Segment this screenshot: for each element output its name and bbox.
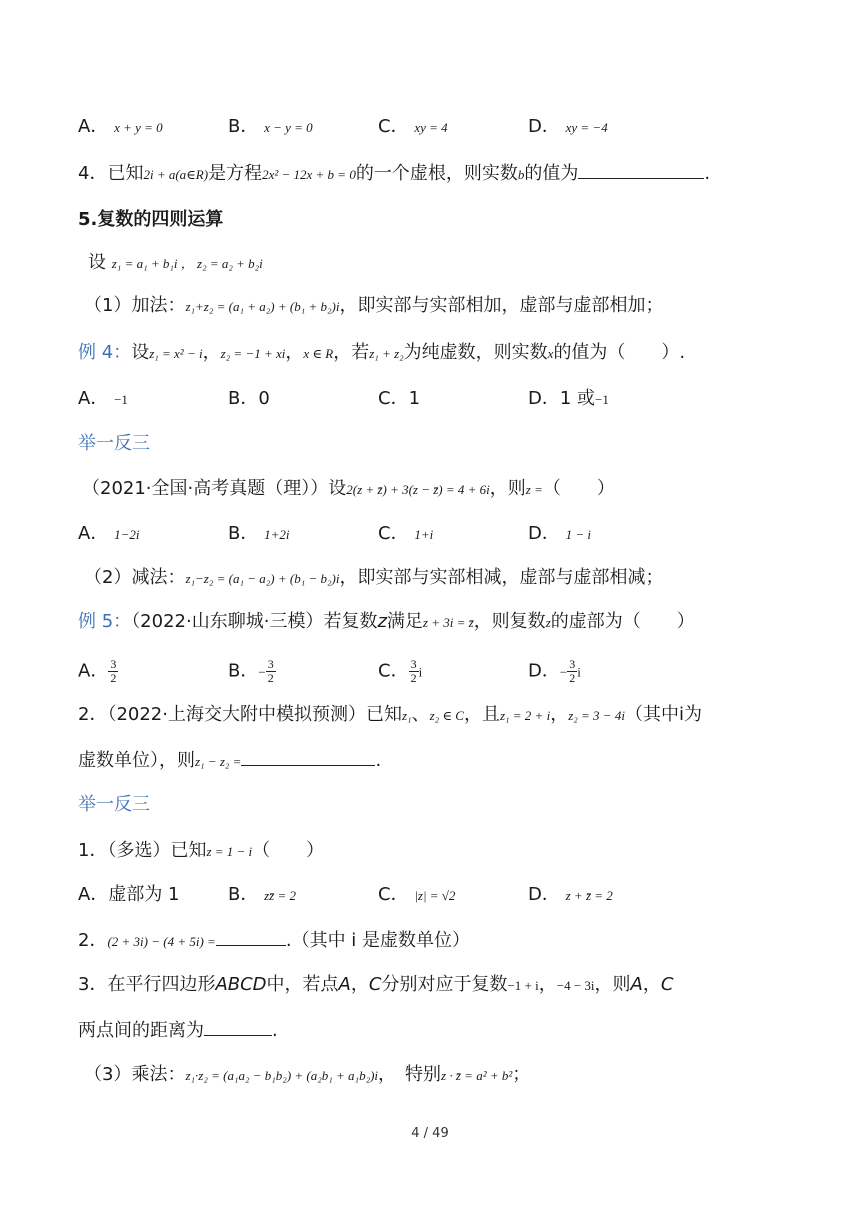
example-4: 例 4：设z₁ = x² − i，z₂ = −1 + xi，x ∈ R，若z₁ + z₂为纯虚数，则实数x的值为（ ）.	[78, 342, 686, 363]
multiplication-rule: （3）乘法：z₁·z₂ = (a₁a₂ − b₁b₂) + (a₂b₁ + a₁b₂)i， 特别z · z̄ = a² + b²；	[84, 1064, 531, 1085]
question-4: 4．已知2i + a(a∈R)是方程2x² − 12x + b = 0的一个虚根，则实数b的值为 .	[78, 160, 790, 188]
example-5-options	[78, 654, 790, 688]
option-b: B． 1+2i	[228, 523, 290, 544]
setup-line: 设 z₁ = a₁ + b₁i ， z₂ = a₂ + b₂i	[88, 252, 263, 273]
answer-blank	[216, 927, 286, 946]
answer-blank	[578, 160, 704, 179]
option-d: D．− $\frac{3}{2}$ i	[528, 657, 581, 685]
page-number: 4 / 49	[411, 1126, 449, 1141]
option-b: B．0	[228, 388, 270, 409]
option-a: A． 1−2i	[78, 523, 140, 544]
practice-heading: 举一反三	[78, 433, 150, 454]
addition-rule: （1）加法：z₁+z₂ = (a₁ + a₂) + (b₁ + b₂)i，即实部与实部相加，虚部与虚部相加；	[84, 295, 664, 316]
question-2-line2: 虚数单位），则z₁ − z₂ = .	[78, 747, 790, 775]
example-5: 例 5：（2022·山东聊城·三模）若复数z满足z + 3i = z̄，则复数z的虚部为（ ）	[78, 611, 695, 632]
option-d: D． xy = −4	[528, 116, 608, 137]
option-a: A．虚部为 1	[78, 884, 180, 905]
option-a: A． x + y = 0	[78, 116, 163, 137]
option-b: B．− $\frac{3}{2}$	[228, 657, 274, 685]
option-a: A． −1	[78, 388, 128, 409]
option-c: C．1	[378, 388, 421, 409]
practice-heading-2: 举一反三	[78, 794, 150, 815]
section-title: 5.复数的四则运算	[78, 209, 224, 230]
option-c: C． xy = 4	[378, 116, 448, 137]
problem-2021: （2021·全国·高考真题（理））设2(z + z̄) + 3(z − z̄) = 4 + 6i，则z =（ ）	[82, 478, 615, 499]
practice-1: 1．（多选）已知z = 1 − i（ ）	[78, 840, 325, 861]
option-d: D． 1 − i	[528, 523, 591, 544]
question-2: 2．（2022·上海交大附中模拟预测）已知z₁、z₂ ∈ C，且z₁ = 2 + i，z₂ = 3 − 4i（其中i为	[78, 704, 702, 725]
option-c: C． 1+i	[378, 523, 434, 544]
option-c: C． |z| = √2	[378, 884, 456, 905]
answer-blank	[204, 1017, 272, 1036]
option-b: B． x − y = 0	[228, 116, 313, 137]
practice-3: 3．在平行四边形ABCD中，若点A，C分别对应于复数−1 + i，−4 − 3i，则A，C	[78, 974, 674, 995]
option-d: D． z + z̄ = 2	[528, 884, 613, 905]
practice-3-line2: 两点间的距离为 .	[78, 1017, 790, 1044]
option-c: C． $\frac{3}{2}$ i	[378, 657, 423, 685]
option-a: A． $\frac{3}{2}$	[78, 657, 117, 685]
option-d: D．1 或−1	[528, 388, 609, 409]
practice-2: 2．(2 + 3i) − (4 + 5i) = .（其中 i 是虚数单位）	[78, 927, 790, 955]
option-b: B． zz̄ = 2	[228, 884, 296, 905]
subtraction-rule: （2）减法：z₁−z₂ = (a₁ − a₂) + (b₁ − b₂)i，即实部与实部相减，虚部与虚部相减；	[84, 567, 664, 588]
answer-blank	[241, 747, 375, 766]
